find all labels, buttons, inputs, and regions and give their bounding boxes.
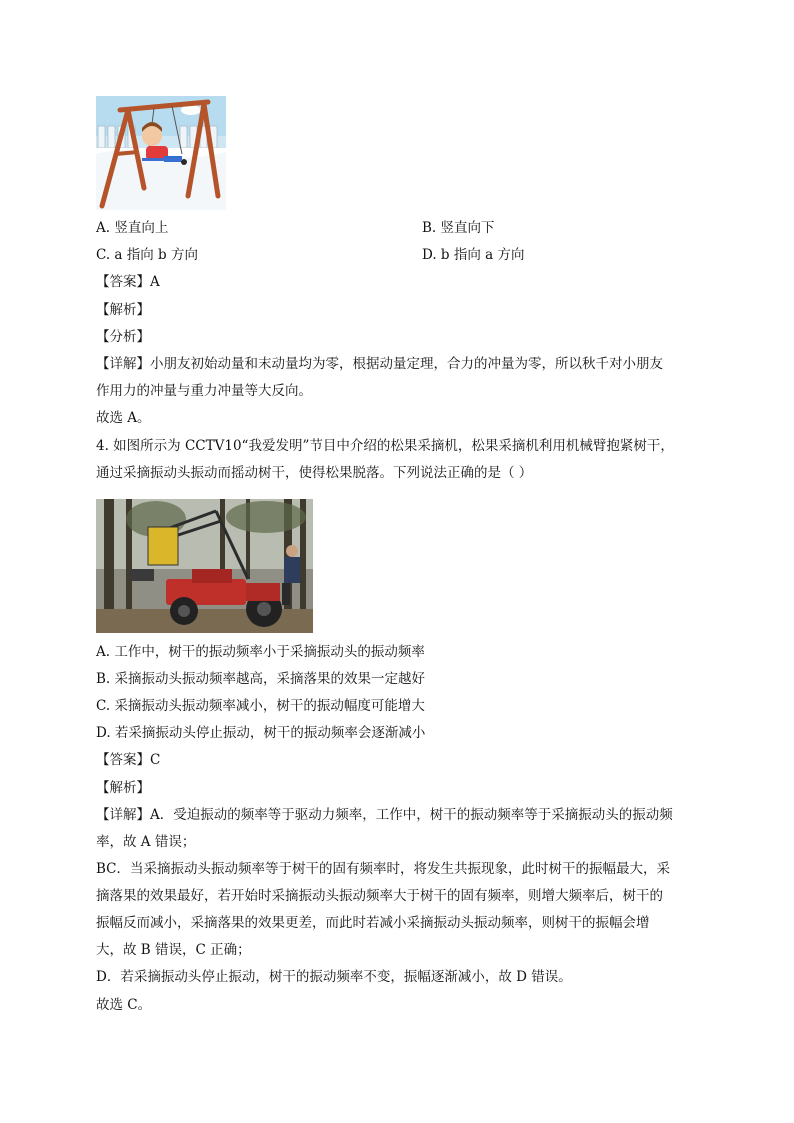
q3-detail-line: 作用力的冲量与重力冲量等大反向。: [96, 383, 312, 399]
q3-detail-line: 【详解】小朋友初始动量和末动量均为零，根据动量定理，合力的冲量为零，所以秋千对小朋友: [96, 356, 663, 372]
q4-option-a: A. 工作中，树干的振动频率小于采摘振动头的振动频率: [96, 644, 425, 660]
q4-option-b: B. 采摘振动头振动频率越高，采摘落果的效果一定越好: [96, 671, 426, 687]
q3-conclusion: 故选 A。: [96, 410, 151, 426]
q3-option-a: A. 竖直向上: [96, 220, 169, 236]
q4-detail-line: 振幅反而减小，采摘落果的效果更差，而此时若减小采摘振动头振动频率，则树干的振幅会增: [96, 915, 650, 931]
swing-illustration: [96, 96, 226, 210]
q4-jiexi: 【解析】: [96, 780, 150, 796]
q3-jiexi: 【解析】: [96, 302, 150, 318]
q4-detail-line: 摘落果的效果最好，若开始时采摘振动头振动频率大于树干的固有频率，则增大频率后，树干的: [96, 888, 663, 904]
q4-option-c: C. 采摘振动头振动频率减小，树干的振动幅度可能增大: [96, 698, 425, 714]
q4-conclusion: 故选 C。: [96, 997, 152, 1013]
q3-option-d: D. b 指向 a 方向: [422, 247, 525, 263]
q4-stem-line: 4. 如图所示为 CCTV10“我爱发明”节目中介绍的松果采摘机，松果采摘机利用机械臂抱紧树干，: [96, 438, 674, 454]
q3-answer: 【答案】A: [96, 274, 160, 290]
q4-detail-line: 大，故 B 错误，C 正确；: [96, 942, 251, 958]
q4-detail-line: 【详解】A．受迫振动的频率等于驱动力频率，工作中，树干的振动频率等于采摘振动头的振动频: [96, 807, 673, 823]
q4-detail-line: D．若采摘振动头停止振动，树干的振动频率不变，振幅逐渐减小，故 D 错误。: [96, 969, 572, 985]
q4-detail-line: BC．当采摘振动头振动频率等于树干的固有频率时，将发生共振现象，此时树干的振幅最大，采: [96, 861, 670, 877]
q3-option-b: B. 竖直向下: [422, 220, 495, 236]
q4-detail-line: 率，故 A 错误；: [96, 834, 196, 850]
q4-answer: 【答案】C: [96, 752, 161, 768]
q4-option-d: D. 若采摘振动头停止振动，树干的振动频率会逐渐减小: [96, 725, 426, 741]
harvester-photo: [96, 499, 313, 633]
q3-fenxi: 【分析】: [96, 329, 150, 345]
q4-stem-line: 通过采摘振动头振动而摇动树干，使得松果脱落。下列说法正确的是（ ）: [96, 465, 533, 481]
q3-option-c: C. a 指向 b 方向: [96, 247, 198, 263]
